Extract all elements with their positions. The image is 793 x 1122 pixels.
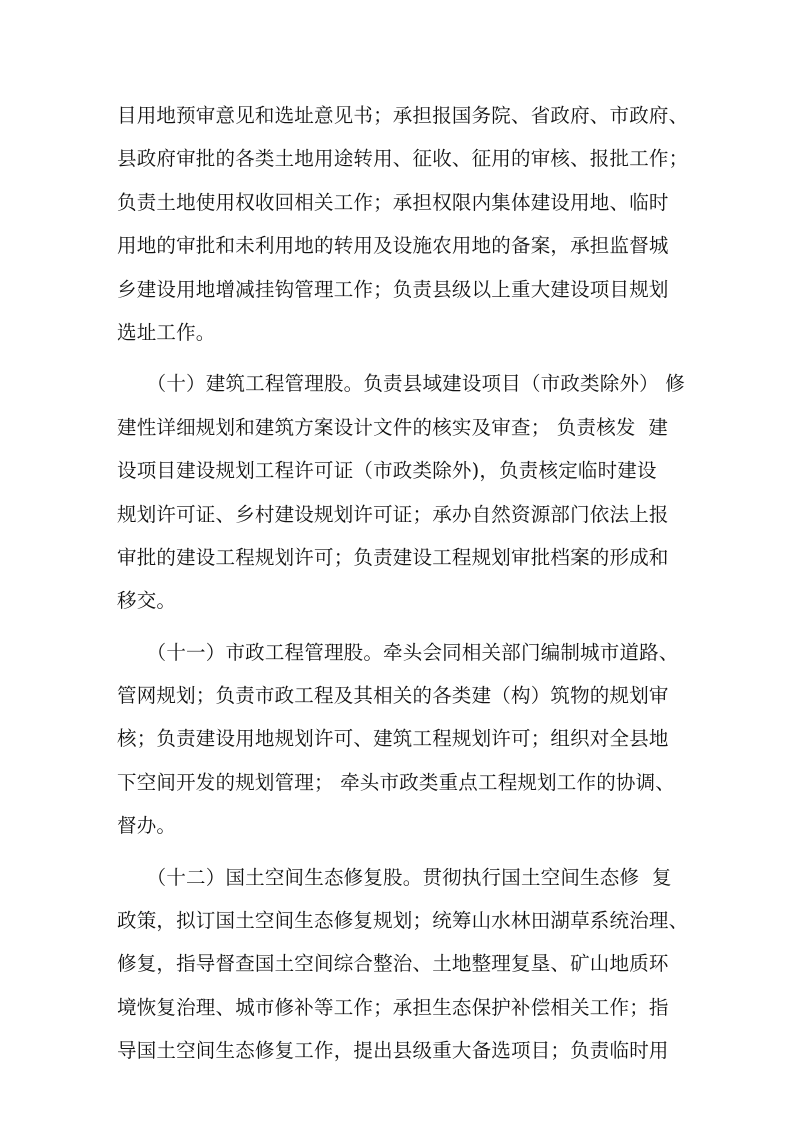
- text-line: 选址工作。: [117, 320, 216, 344]
- text-line: 县政府审批的各类土地用途转用、征收、征用的审核、报批工作；: [117, 147, 689, 171]
- text-line: 导国土空间生态修复工作，提出县级重大备选项目；负责临时用: [117, 1039, 669, 1063]
- text-line: 下空间开发的规划管理； 牵头市政类重点工程规划工作的协调、: [117, 770, 675, 794]
- text-line: 移交。: [117, 589, 177, 613]
- paragraph-section-12: [117, 856, 689, 1073]
- text-line: 政策，拟订国土空间生态修复规划；统筹山水林田湖草系统治理、: [117, 909, 689, 933]
- text-line: 修复，指导督查国土空间综合整治、土地整理复垦、矿山地质环: [117, 952, 669, 976]
- text-line: 建性详细规划和建筑方案设计文件的核实及审查； 负责核发 建: [117, 415, 669, 439]
- paragraph-section-10: [117, 362, 685, 622]
- text-line: 用地的审批和未利用地的转用及设施农用地的备案，承担监督城: [117, 234, 669, 258]
- text-line: 督办。: [117, 814, 177, 838]
- text-line: 规划许可证、乡村建设规划许可证；承办自然资源部门依法上报: [117, 502, 669, 526]
- text-line: 乡建设用地增减挂钩管理工作；负责县级以上重大建设项目规划: [117, 277, 669, 301]
- text-line: 设项目建设规划工程许可证（市政类除外)，负责核定临时建设: [117, 459, 657, 483]
- text-line: （十一）市政工程管理股。牵头会同相关部门编制城市道路、: [117, 640, 679, 664]
- text-line: 境恢复治理、城市修补等工作；承担生态保护补偿相关工作；指: [117, 995, 669, 1019]
- paragraph-section-11: [117, 631, 677, 848]
- text-line: 审批的建设工程规划许可；负责建设工程规划审批档案的形成和: [117, 545, 669, 569]
- text-line: 管网规划；负责市政工程及其相关的各类建（构）筑物的规划审: [117, 684, 669, 708]
- text-line: 核；负责建设用地规划许可、建筑工程规划许可；组织对全县地: [117, 727, 669, 751]
- body-text: [117, 94, 689, 1073]
- text-line: 目用地预审意见和选址意见书；承担报国务院、省政府、市政府、: [117, 104, 689, 127]
- text-line: （十二）国土空间生态修复股。贯彻执行国土空间生态修 复: [117, 865, 672, 889]
- paragraph-land-use-approval: [117, 94, 689, 354]
- text-line: 负责土地使用权收回相关工作；承担权限内集体建设用地、临时: [117, 190, 669, 214]
- text-line: （十）建筑工程管理股。负责县域建设项目（市政类除外） 修: [117, 372, 685, 396]
